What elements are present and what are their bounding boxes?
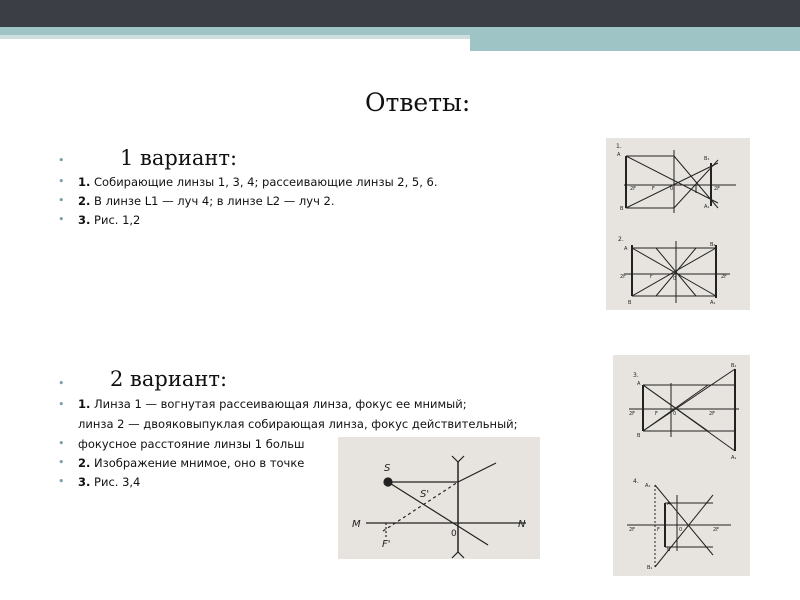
title-bar [0, 0, 800, 27]
fig2-a: A [624, 246, 628, 252]
fig3-b1: B₁ [731, 363, 737, 369]
fig4-o: 0 [679, 527, 683, 533]
v1-item-3: 3. Рис. 1,2 [78, 213, 141, 227]
figure-point-source [338, 437, 540, 559]
fig2-label: 2. [618, 236, 624, 243]
label-n: N [518, 519, 526, 530]
fig1-label: 1. [616, 143, 622, 150]
header-band [0, 27, 800, 35]
variant-2-heading: 2 вариант: [110, 367, 228, 391]
bullet: • [58, 475, 65, 488]
v1-item-1: 1. Собирающие линзы 1, 3, 4; рассеивающие линзы 2, 5, 6. [78, 175, 438, 189]
fig1-2f-left: 2F [630, 186, 637, 192]
bullet: • [58, 194, 65, 207]
v2-item-4: 2. Изображение мнимое, оно в точке [78, 456, 305, 470]
ray-diagram-point-source [338, 437, 540, 559]
fig2-o: 0 [673, 276, 677, 282]
page-title: Ответы: [365, 88, 471, 117]
bullet: • [58, 398, 65, 411]
bullet: • [58, 213, 65, 226]
fig4-2f-right: 2F [713, 527, 720, 533]
label-m: M [352, 519, 361, 530]
fig3-a: A [637, 381, 641, 387]
fig1-o: 0 [670, 186, 674, 192]
fig1-2f-right: 2F [714, 186, 721, 192]
v2-item-5: 3. Рис. 3,4 [78, 475, 141, 489]
fig4-a1: A₁ [645, 483, 651, 489]
figure-1-2 [606, 138, 750, 310]
label-o: 0 [451, 529, 457, 539]
fig3-a1: A₁ [731, 455, 737, 461]
ray-diagram-1-2 [606, 138, 750, 310]
fig3-o: 0 [673, 411, 677, 417]
ray-diagram-3-4 [613, 355, 750, 576]
fig4-b: B [667, 547, 671, 553]
fig2-a1: A₁ [710, 300, 716, 306]
bullet: • [58, 154, 65, 167]
ray [388, 482, 488, 545]
bullet: • [58, 175, 65, 188]
fig4-f: F [657, 527, 660, 533]
fig4-ray [655, 495, 713, 567]
label-s: S [384, 463, 391, 474]
fig2-b1: B₁ [710, 242, 716, 248]
fig4-2f-left: 2F [629, 527, 636, 533]
fig2-2f-left: 2F [620, 274, 627, 280]
fig1-f: F [652, 186, 655, 192]
fig1-ray [626, 156, 721, 203]
fig4-b1: B₁ [647, 565, 653, 571]
ray [458, 463, 496, 482]
v2-item-3: фокусное расстояние линзы 1 больш [78, 437, 305, 451]
fig2-b: B [628, 300, 632, 306]
header-band-right [470, 35, 800, 51]
label-f-prime: F' [382, 539, 391, 550]
bullet: • [58, 377, 65, 390]
fig3-2f-left: 2F [629, 411, 636, 417]
fig1-b1: B₁ [704, 156, 710, 162]
fig3-b: B [637, 433, 641, 439]
v1-item-2: 2. В линзе L1 — луч 4; в линзе L2 — луч 2. [78, 194, 335, 208]
label-s-prime: S' [420, 489, 430, 500]
v2-item-2: линза 2 — двояковыпуклая собирающая линза, фокус действительный; [78, 417, 518, 431]
lens-arrow-bottom [452, 552, 464, 558]
figure-3-4 [613, 355, 750, 576]
fig3-2f-right: 2F [709, 411, 716, 417]
fig1-a1: A₁ [704, 204, 710, 210]
fig3-f: F [655, 411, 658, 417]
fig4-ray [655, 485, 713, 555]
v2-item-1: 1. Линза 1 — вогнутая рассеивающая линза, фокус ее мнимый; [78, 397, 467, 411]
header-band-light [0, 35, 470, 39]
lens-arrow-top [452, 456, 464, 462]
fig3-label: 3. [633, 372, 639, 379]
fig4-a: A [667, 501, 671, 507]
fig1-a: A [617, 152, 621, 158]
fig1-b: B [620, 206, 624, 212]
bullet: • [58, 456, 65, 469]
variant-1-heading: 1 вариант: [120, 146, 238, 170]
fig2-f: F [650, 274, 653, 280]
fig2-2f-right: 2F [721, 274, 728, 280]
fig4-label: 4. [633, 478, 639, 485]
bullet: • [58, 437, 65, 450]
